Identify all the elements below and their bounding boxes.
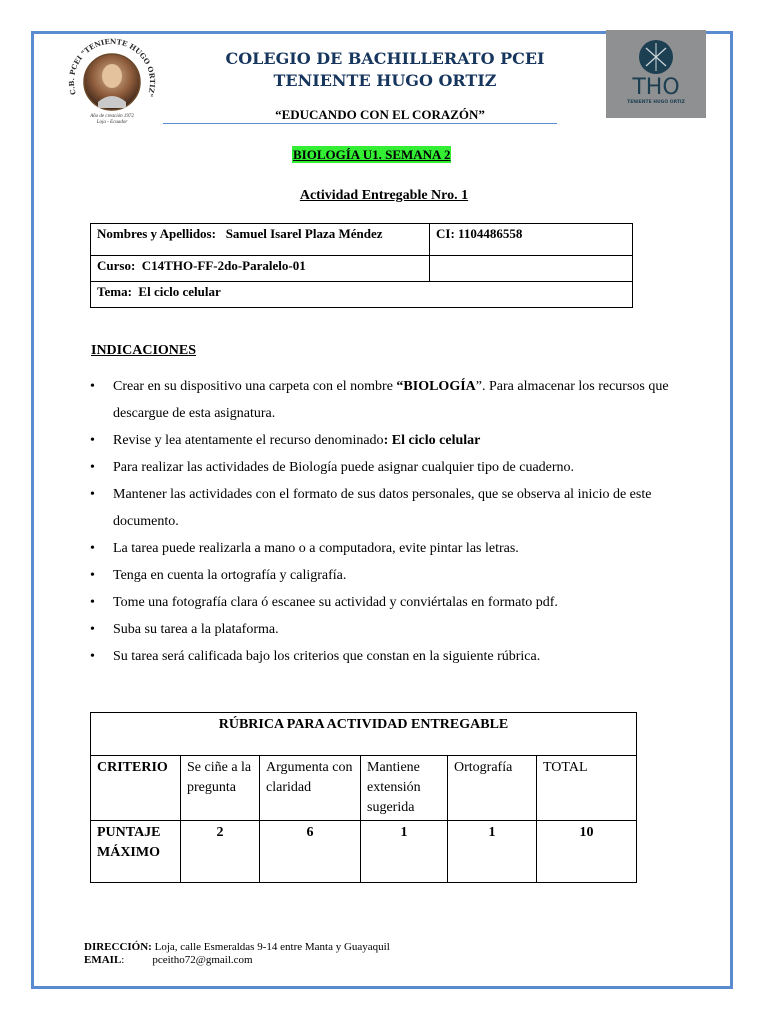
rubric-score: 1 [448, 821, 537, 883]
student-info-table [90, 223, 633, 308]
indication-text: ”. Para almacenar los recursos que descargue de esta asignatura. [113, 379, 669, 421]
address-value: Loja, calle Esmeraldas 9-14 entre Manta y Guayaquil [151, 941, 390, 953]
email-sep: : [121, 954, 125, 966]
tho-logo [606, 30, 706, 118]
indication-item: • Su tarea será calificada bajo los criterios que constan en la siguiente rúbrica. [90, 643, 680, 670]
rubric-header-4: Ortografía [448, 756, 537, 821]
indication-item: • Para realizar las actividades de Biología puede asignar cualquier tipo de cuaderno. [90, 454, 680, 481]
indication-item [90, 373, 680, 427]
indication-item: • Mantener las actividades con el formato de sus datos personales, que se observa al inicio de este documento. [90, 481, 680, 535]
ci-label: CI: [436, 226, 455, 241]
school-name-line1: COLEGIO DE BACHILLERATO PCEI [225, 49, 545, 68]
address-label: DIRECCIÓN: [84, 941, 152, 953]
topic-cell [91, 282, 633, 308]
course-cell [91, 256, 430, 282]
school-name-line2: TENIENTE HUGO ORTIZ [273, 71, 497, 90]
indication-item: • Tenga en cuenta la ortografía y caligrafía. [90, 562, 680, 589]
footer-email [84, 954, 390, 967]
rubric-header-criterio: CRITERIO [91, 756, 181, 821]
rubric-score: 6 [260, 821, 361, 883]
indication-item [90, 427, 680, 454]
topic-label: Tema: [97, 284, 132, 299]
course-value: C14THO-FF-2do-Paralelo-01 [141, 258, 306, 273]
topic-value: El ciclo celular [138, 284, 221, 299]
rubric-score: 2 [181, 821, 260, 883]
logo-text: THO [632, 75, 680, 100]
seal-caption-place: Loja - Ecuador [96, 120, 128, 125]
indication-bold: “BIOLOGÍA [396, 379, 476, 394]
subject-title: BIOLOGÍA U1. SEMANA 2 [293, 147, 451, 162]
footer [84, 941, 390, 967]
indications-title: INDICACIONES [91, 343, 197, 358]
indication-text: Crear en su dispositivo una carpeta con el nombre [113, 379, 397, 394]
activity-title: Actividad Entregable Nro. 1 [299, 188, 469, 203]
indications-list [90, 373, 680, 670]
indication-text: Revise y lea atentamente el recurso denominado [113, 433, 384, 448]
rubric-score: 1 [361, 821, 448, 883]
footer-address [84, 941, 390, 954]
email-label: EMAIL [84, 954, 122, 966]
motto: “EDUCANDO CON EL CORAZÓN” [275, 107, 485, 122]
name-value: Samuel Isarel Plaza Méndez [225, 226, 383, 241]
logo-subtext: TENIENTE HUGO ORTIZ [627, 100, 685, 105]
rubric-title: RÚBRICA PARA ACTIVIDAD ENTREGABLE [91, 713, 637, 756]
name-label: Nombres y Apellidos: [97, 226, 216, 241]
indication-item: • Suba su tarea a la plataforma. [90, 616, 680, 643]
rubric-header-1: Se ciñe a la pregunta [181, 756, 260, 821]
rubric-table [90, 712, 637, 883]
rubric-row-label: PUNTAJE MÁXIMO [91, 821, 181, 883]
rubric-score-total: 10 [537, 821, 637, 883]
rubric-header-2: Argumenta con claridad [260, 756, 361, 821]
school-name [160, 48, 610, 92]
empty-cell [430, 256, 633, 282]
indication-bold: : El ciclo celular [383, 433, 481, 448]
rubric-header-3: Mantiene extensión sugerida [361, 756, 448, 821]
course-label: Curso: [97, 258, 136, 273]
header-divider [163, 123, 557, 124]
email-value: pceitho72@gmail.com [152, 954, 253, 966]
ci-value: 1104486558 [458, 226, 523, 241]
rubric-header-total: TOTAL [537, 756, 637, 821]
indication-item: • Tome una fotografía clara ó escanee su actividad y conviértalas en formato pdf. [90, 589, 680, 616]
name-cell [91, 224, 430, 256]
ci-cell [430, 224, 633, 256]
indication-item: • La tarea puede realizarla a mano o a computadora, evite pintar las letras. [90, 535, 680, 562]
seal-caption [62, 114, 162, 126]
seal-caption-year: Año de creación 1972 [90, 114, 134, 119]
seal-text: C.B. PCEI "TENIENTE HUGO ORTIZ" [66, 36, 158, 98]
